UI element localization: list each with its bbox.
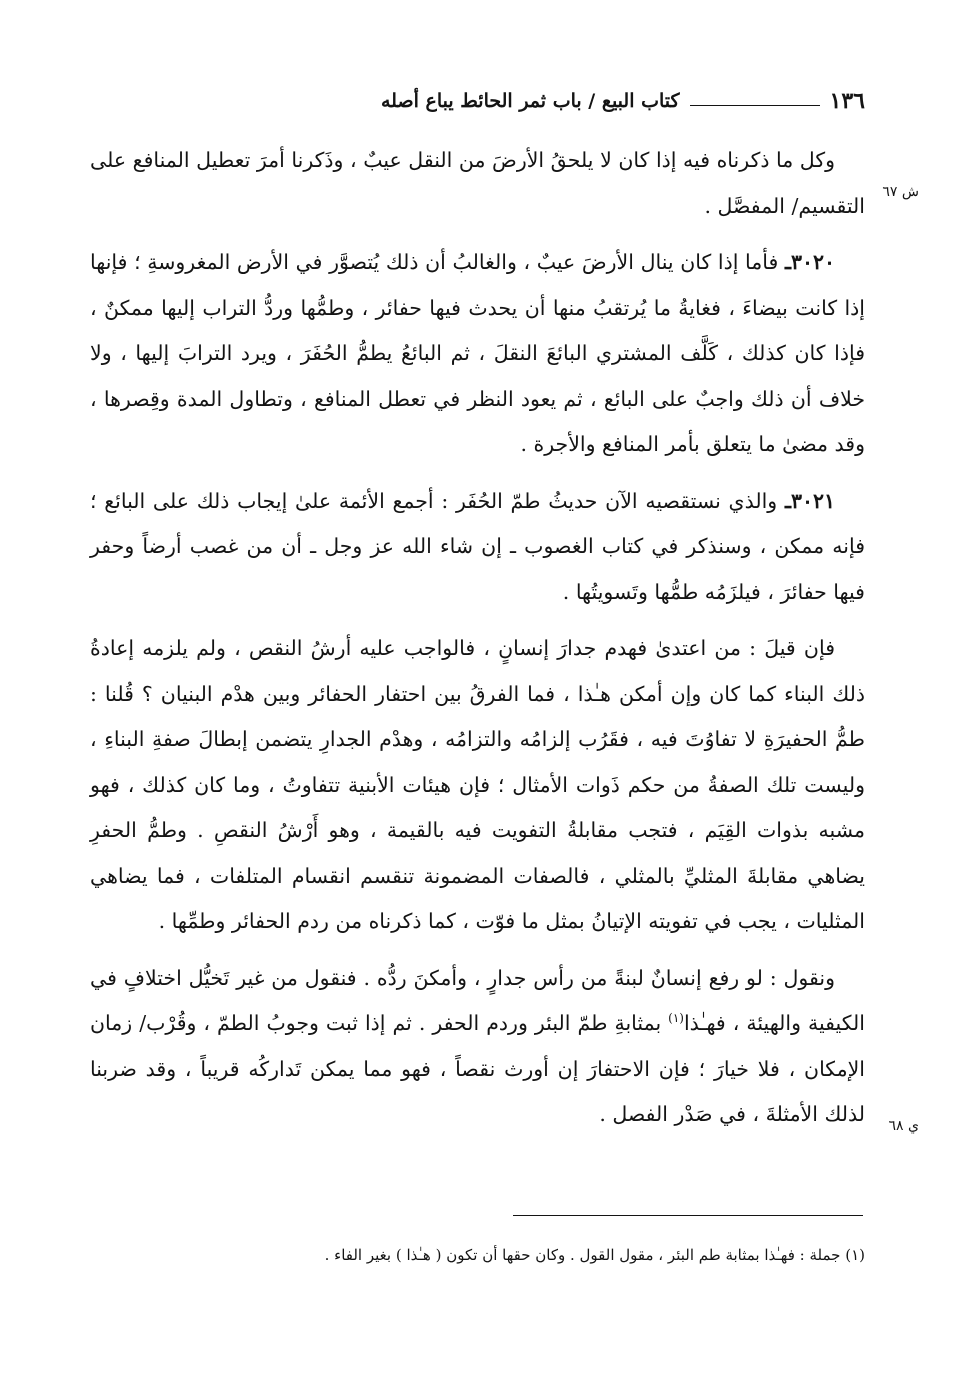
footnote-reference[interactable]: (١) bbox=[668, 1011, 684, 1026]
paragraph-number: ٣٠٢٠ـ bbox=[784, 250, 835, 274]
paragraph-text: بمثابةِ طمّ البئر وردم الحفر . ثم إذا ثبت وجوبُ الطمّ ، وقُرْب/ زمان الإمكان ، فلا خيارَ ؛ فإن الاحتفارَ إن أورث نقصاً ، فهو مما يمكن تَداركُه قريباً ، وقد ضربنا لذلك الأمثلةَ ، في صَدْر الفصل . bbox=[90, 1011, 865, 1126]
paragraph bbox=[90, 138, 865, 229]
running-header bbox=[90, 84, 865, 118]
footnote-text: جملة : فهـٰذا بمثابة طم البئر ، مقول القول . وكان حقها أن تكون ( هـٰذا ) بغير الفاء . bbox=[324, 1246, 841, 1264]
margin-note-manuscript-y68: ي ٦٨ bbox=[888, 1118, 919, 1134]
header-rule bbox=[690, 105, 820, 106]
running-title: كتاب البيع / باب ثمر الحائط يباع أصله bbox=[381, 90, 680, 112]
paragraph bbox=[90, 626, 865, 945]
paragraph bbox=[90, 240, 865, 468]
paragraph-text: ونقول : لو رفع إنسانٌ لبنةً من رأس جدارٍ ، وأمكنَ ردُّه . فنقول من غير تَخيُّل اختلافٍ في الكيفية والهيئة ، فهـٰذا bbox=[90, 965, 865, 1035]
margin-note-manuscript-sh67: ش ٦٧ bbox=[882, 184, 919, 200]
paragraph-text: وكل ما ذكرناه فيه إذا كان لا يلحقُ الأرضَ من النقل عيبٌ ، وذَكرنا أمرَ تعطيل المنافع على التقسيم/ المفصَّل . bbox=[90, 148, 865, 218]
paragraph-text: فأما إذا كان ينال الأرضَ عيبٌ ، والغالبُ أن ذلك يُتصوَّر في الأرض المغروسةِ ؛ فإنها إذا كانت بيضاءَ ، فغايةُ ما يُرتقبُ منها أن يحدث فيها حفائر ، وطمُّها وردُّ التراب إليها ممكنٌ ، فإذا كان كذلك ، كَلَّف المشتري البائعَ النقلَ ، ثم البائعُ يطمُّ الحُفَرَ ، ويرد الترابَ إليها ، ولا خلاف أن ذلك واجبٌ على البائع ، ثم يعود النظر في تعطل المنافع ، وتطاول المدة وقِصرها ، وقد مضىٰ ما يتعلق بأمر المنافع والأجرة . bbox=[90, 250, 865, 456]
main-text bbox=[90, 138, 865, 1138]
paragraph-text: فإن قيلَ : من اعتدىٰ فهدم جدارَ إنسانٍ ، فالواجب عليه أرشُ النقص ، ولم يلزمه إعادةُ ذلك البناء كما كان وإن أمكن هـٰذا ، فما الفرقُ بين احتفار الحفائر وبين هدْم البنيان ؟ قُلنا : طمُّ الحفيرَةِ لا تفاوُتَ فيه ، فقَرُب إلزامُه والتزامُه ، وهدْم الجدارِ يتضمن إبطالَ صفةِ البناءِ ، وليست تلك الصفةُ من حكم ذَوات الأمثال ؛ فإن هيئات الأبنية تتفاوتُ ، وما كان كذلك ، فهو مشبه بذوات القِيَم ، فتجب مقابلةُ التفويت فيه بالقيمة ، وهو أَرْشُ النقصِ . وطمُّ الحفرِ يضاهي مقابلةَ المثليِّ بالمثلي ، فالصفات المضمونة تنقسم انقسام المتلفات ، فما يضاهي المثليات ، يجب في تفويته الإتيانُ بمثل ما فوّت ، كما ذكرناه من ردم الحفائر وطمِّها . bbox=[90, 636, 865, 933]
page-number: ١٣٦ bbox=[829, 88, 865, 114]
paragraph bbox=[90, 956, 865, 1138]
footnote-separator bbox=[513, 1215, 863, 1216]
footnote bbox=[90, 1242, 865, 1268]
paragraph bbox=[90, 479, 865, 616]
paragraph-number: ٣٠٢١ـ bbox=[784, 488, 835, 513]
footnote-number: (١) bbox=[845, 1246, 865, 1264]
paragraph-text: والذي نستقصيه الآن حديثُ طمّ الحُفَر : أجمع الأئمة علىٰ إيجاب ذلك على البائع ؛ فإنه ممكن ، وسنذكر في كتاب الغصوب ـ إن شاء الله عز وجل ـ أن من غصب أرضاً وحفر فيها حفائرَ ، فيلزَمُه طمُّها وتَسويتُها . bbox=[90, 488, 865, 604]
